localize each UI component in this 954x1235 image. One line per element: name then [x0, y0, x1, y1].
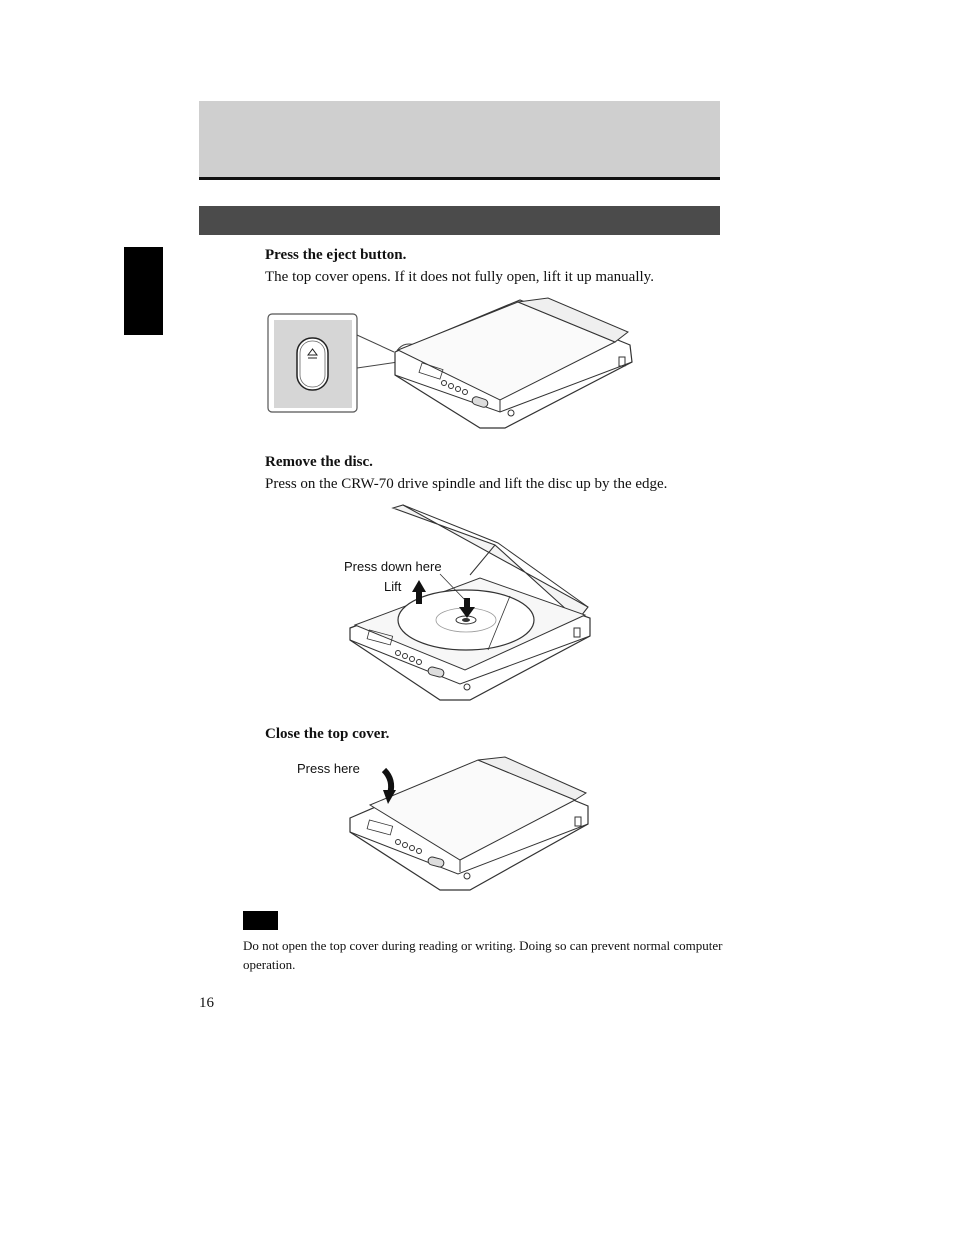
step-2-text: Press on the CRW-70 drive spindle and lift the disc up by the edge. [265, 476, 668, 492]
label-press-down-here: Press down here [344, 559, 442, 574]
step-1-title: Press the eject button. [265, 247, 407, 263]
note-text: Do not open the top cover during reading or writing. Doing so can prevent normal computer operation. [243, 938, 723, 972]
label-lift: Lift [384, 579, 402, 594]
step-3-title: Close the top cover. [265, 726, 390, 742]
label-press-here: Press here [297, 761, 360, 776]
step-1-text: The top cover opens. If it does not fully open, lift it up manually. [265, 269, 654, 285]
page-number: 16 [199, 995, 214, 1011]
step-2-title: Remove the disc. [265, 454, 373, 470]
note-badge [243, 911, 278, 930]
